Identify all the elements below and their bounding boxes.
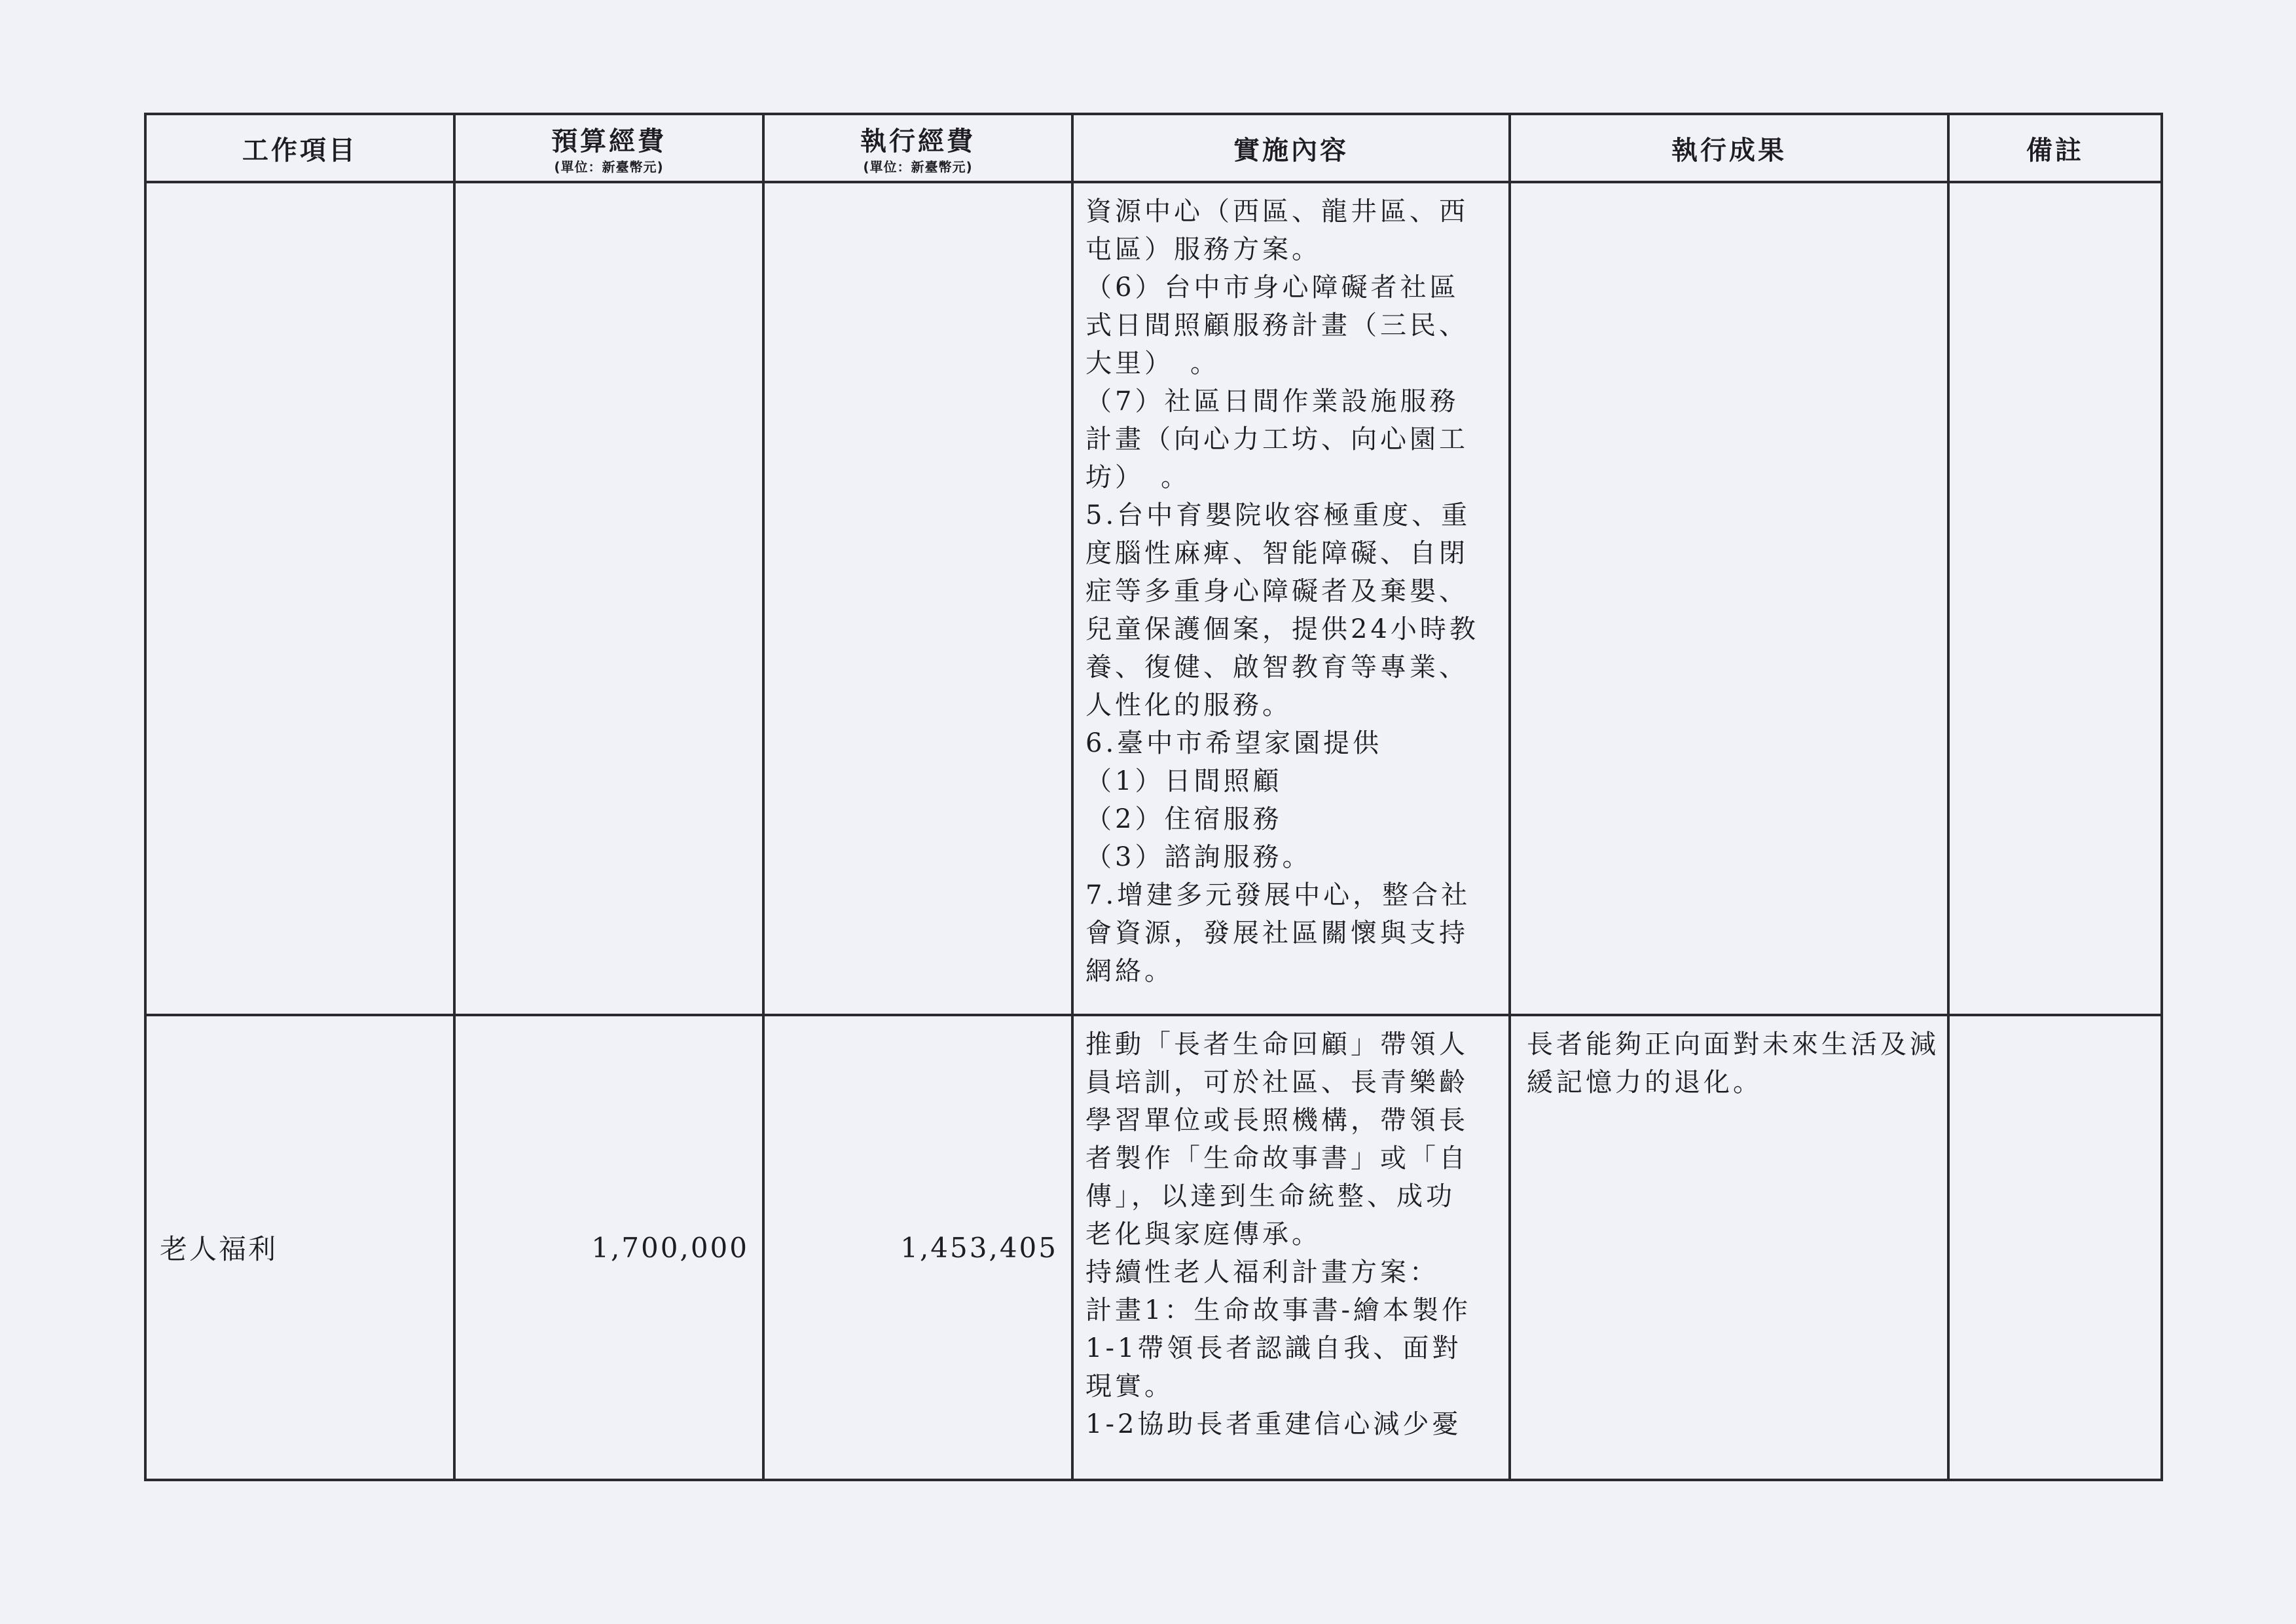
content-line: （6）台中市身心障礙者社區 bbox=[1085, 272, 1459, 303]
content-line: 坊） 。 bbox=[1085, 462, 1190, 492]
content-line: 計畫1：生命故事書-繪本製作 bbox=[1085, 1295, 1471, 1325]
content-line: 7.增建多元發展中心，整合社 bbox=[1085, 880, 1471, 910]
table-row bbox=[145, 182, 2162, 1015]
content-line: 1-1帶領長者認識自我、面對 bbox=[1085, 1333, 1462, 1363]
content-line: 1-2協助長者重建信心減少憂 bbox=[1085, 1409, 1462, 1439]
content-line: 網絡。 bbox=[1085, 956, 1174, 986]
result-line: 長者能夠正向面對未來生活及 bbox=[1527, 1029, 1910, 1060]
cell-content bbox=[1072, 182, 1510, 1015]
content-line: （3）諮詢服務。 bbox=[1085, 842, 1312, 872]
cell-executed: 1,453,405 bbox=[763, 1015, 1072, 1480]
content-line: 傳」，以達到生命統整、成功 bbox=[1085, 1181, 1455, 1211]
content-line: 資源中心（西區、龍井區、西 bbox=[1085, 196, 1468, 227]
content-line: （7）社區日間作業設施服務 bbox=[1085, 386, 1459, 416]
cell-content bbox=[1072, 1015, 1510, 1480]
header-budget-unit: (單位：新臺幣元) bbox=[554, 159, 664, 175]
content-line: 兒童保護個案，提供24小時教 bbox=[1085, 614, 1479, 644]
content-line: 老化與家庭傳承。 bbox=[1085, 1219, 1321, 1249]
content-line: 屯區）服務方案。 bbox=[1085, 234, 1321, 265]
header-remarks: 備註 bbox=[1948, 114, 2162, 182]
content-line: 人性化的服務。 bbox=[1085, 690, 1292, 720]
content-line: 大里） 。 bbox=[1085, 348, 1220, 378]
content-line: （1）日間照顧 bbox=[1085, 766, 1283, 796]
table-row bbox=[145, 1015, 2162, 1480]
cell-executed bbox=[763, 182, 1072, 1015]
content-line: 式日間照顧服務計畫（三民、 bbox=[1085, 310, 1468, 341]
cell-result bbox=[1510, 182, 1948, 1015]
header-budget: 預算經費 (單位：新臺幣元) bbox=[454, 114, 763, 182]
work-report-table bbox=[144, 113, 2163, 1481]
content-line: 者製作「生命故事書」或「自 bbox=[1085, 1143, 1468, 1173]
result-line: 減緩記憶力的退化。 bbox=[1527, 1029, 1939, 1098]
header-content: 實施內容 bbox=[1072, 114, 1510, 182]
content-line: 6.臺中市希望家園提供 bbox=[1085, 728, 1383, 758]
cell-budget bbox=[454, 182, 763, 1015]
content-line: （2）住宿服務 bbox=[1085, 804, 1283, 834]
content-line: 症等多重身心障礙者及棄嬰、 bbox=[1085, 576, 1468, 606]
header-work-item: 工作項目 bbox=[145, 114, 454, 182]
header-result: 執行成果 bbox=[1510, 114, 1948, 182]
content-line: 計畫（向心力工坊、向心園工 bbox=[1085, 424, 1468, 454]
content-line: 5.台中育嬰院收容極重度、重 bbox=[1085, 500, 1471, 530]
header-executed: 執行經費 (單位：新臺幣元) bbox=[763, 114, 1072, 182]
content-line: 學習單位或長照機構，帶領長 bbox=[1085, 1105, 1468, 1135]
table-header-row bbox=[145, 114, 2162, 182]
content-line: 持續性老人福利計畫方案： bbox=[1085, 1257, 1439, 1287]
header-executed-unit: (單位：新臺幣元) bbox=[863, 159, 973, 175]
cell-budget: 1,700,000 bbox=[454, 1015, 763, 1480]
content-line: 推動「長者生命回顧」帶領人 bbox=[1085, 1029, 1468, 1060]
cell-work-item: 老人福利 bbox=[145, 1015, 454, 1480]
cell-remarks bbox=[1948, 1015, 2162, 1480]
content-line: 會資源，發展社區關懷與支持 bbox=[1085, 918, 1468, 948]
cell-work-item bbox=[145, 182, 454, 1015]
content-line: 養、復健、啟智教育等專業、 bbox=[1085, 652, 1468, 682]
content-line: 度腦性麻痺、智能障礙、自閉 bbox=[1085, 538, 1468, 568]
cell-result bbox=[1510, 1015, 1948, 1480]
content-line: 員培訓，可於社區、長青樂齡 bbox=[1085, 1067, 1468, 1098]
content-line: 現實。 bbox=[1085, 1371, 1174, 1401]
cell-remarks bbox=[1948, 182, 2162, 1015]
